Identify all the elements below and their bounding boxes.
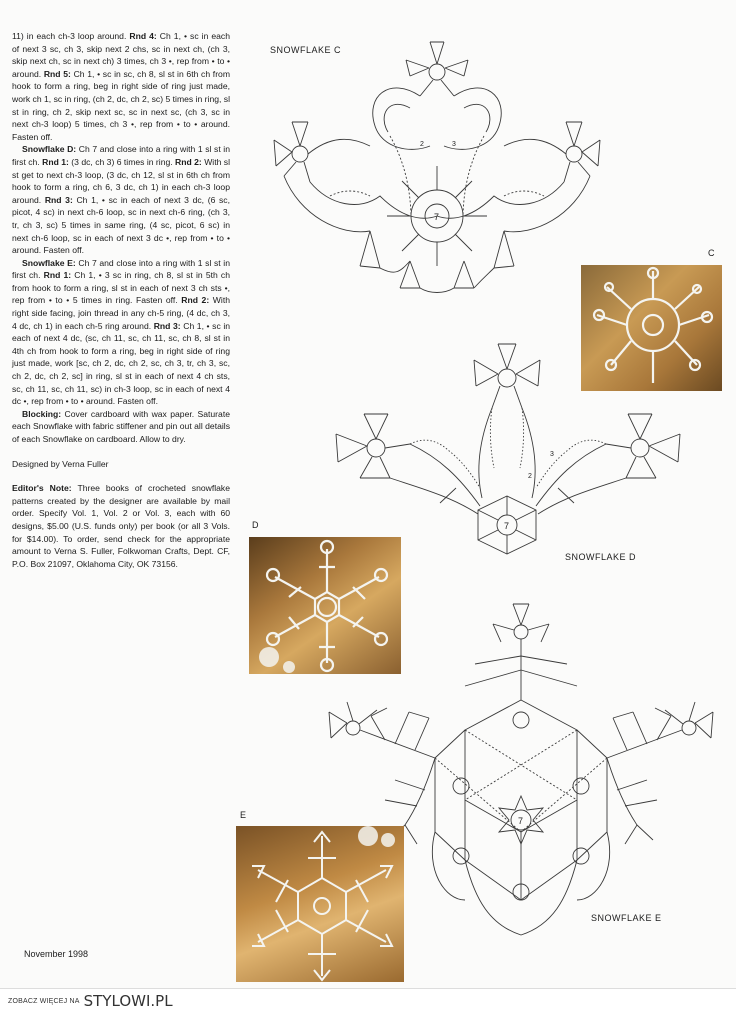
snowflake-d-label: SNOWFLAKE D [565,552,637,562]
paragraph-snowflake-c-end: 11) in each ch-3 loop around. Rnd 4: Ch 1, • sc in each of next 3 sc, ch 3, skip next 2 chs, sc in next ch, (ch 3, skip next ch, sc in next ch) 3 times, ch 3 •, rep from • to • around. Rnd 5: Ch 1, • sc in sc, ch 8, sl st in 6th ch from hook to form a ring, beg in right side of ring just made, work ch 1, sc in ring, (ch 2, dc, ch 2, sc) 5 times in ring, sl st in ring, ch 2, skip next sc, sc in next sc, (ch 3, sc in next ch-3 loop) 5 times, ch 3 •, rep from • to • around. Fasten off. [12,31,231,142]
editors-note: Editor's Note: Three books of crocheted snowflake patterns created by the designer are available by mail order. Specify Vol. 1, Vol. 2 or Vol. 3, each with 60 designs, $5.00 (U.S. funds only) per book (or all 3 Vols. for $14.00). To order, send check for the appropriate amount to Verna S. Fuller, Folkwoman Crafts, Dept. CF, P.O. Box 21097, Oklahoma City, OK 73156. [12,483,230,569]
snowflake-c-label: SNOWFLAKE C [270,45,342,55]
designer-credit: Designed by Verna Fuller [12,458,109,469]
upper-right-motif [607,702,713,758]
snowflake-c-rnd-mark-2: 2 [420,141,424,148]
spacer [12,470,230,482]
watermark-prefix: ZOBACZ WIĘCEJ NA [8,997,80,1005]
snowflake-c-center-number: 7 [434,212,440,222]
photo-e-snowflake [236,826,404,982]
upper-left-motif [329,702,435,758]
snowflake-d-rnd-mark-3: 3 [550,451,554,458]
left-motif [274,122,370,182]
photo-e [236,826,404,982]
watermark-bar [0,988,736,1013]
snowflake-e-center-number: 7 [518,816,524,826]
snowflake-d-center-number: 7 [504,521,510,531]
right-motif [504,122,600,182]
top-motif [465,604,577,700]
top-motif [406,42,468,96]
snowflake-c-rnd-mark-3: 3 [452,141,456,148]
snowflake-c-diagram [270,36,605,296]
right-motif [606,414,680,478]
photo-e-letter: E [240,810,247,820]
snowflake-e-label: SNOWFLAKE E [591,913,662,923]
pattern-instructions [12,30,230,570]
paragraph-snowflake-d: Snowflake D: Ch 7 and close into a ring with 1 sl st in first ch. Rnd 1: (3 dc, ch 3) 6 times in ring. Rnd 2: With sl st get to next ch-3 loop, (3 dc, ch 12, sl st in 6th ch from hook to form a ring, ch 6, 3 dc, ch 1) in each ch-3 loop around. Rnd 3: Ch 1, • sc in each of next 3 dc, (6 sc, picot, 4 sc) in next ch-6 loop, sc in next ch-6 ring, (ch 3, tr, ch 3, sc) 5 times in same ring, (4 sc, picot, 6 sc) in next ch-6 loop, sc in each of next 3 dc •, rep from • to • around. Fasten off. [12,144,230,256]
photo-c-letter: C [708,248,715,258]
photo-d-letter: D [252,520,259,530]
issue-date: November 1998 [24,949,89,959]
paragraph-snowflake-e: Snowflake E: Ch 7 and close into a ring with 1 sl st in first ch. Rnd 1: Ch 1, • 3 sc in ring, ch 8, sl st in 5th ch from hook to form a ring, sl st in each of next 3 ch sts •, rep from • to • 5 times in ring. Fasten off. Rnd 2: With right side facing, join thread in any ch-5 ring, (4 dc, ch 3, 4 dc, ch 1) in each ch-5 ring around. Rnd 3: Ch 1, • sc in each of next 4 dc, (sc, ch 11, sc, ch 11, sc, ch 8, sl st in 4th ch from hook to form a ring, beg in right side of ring just made, work [sc, ch 2, dc, ch 2, sc, ch 3, tr, ch 3, sc, ch 2, dc, ch 2, sc] in ring, sl st in each of next 4 ch sts, sc, ch 11, sc, ch 11, sc) in ch-3 loop, sc in each of next 4 dc •, rep from • to • around. Fasten off. [12,257,231,407]
snowflake-d-rnd-mark-2: 2 [528,473,532,480]
spacer [12,446,230,458]
left-motif [336,414,410,478]
lattice [435,700,607,900]
top-motif [474,344,540,408]
watermark-site-link[interactable]: STYLOWI.PL [83,992,173,1010]
paragraph-blocking: Blocking: Cover cardboard with wax paper. Saturate each Snowflake with fabric stiffener and pin out all details of each Snowflake on cardboard. Allow to dry. [12,408,230,444]
